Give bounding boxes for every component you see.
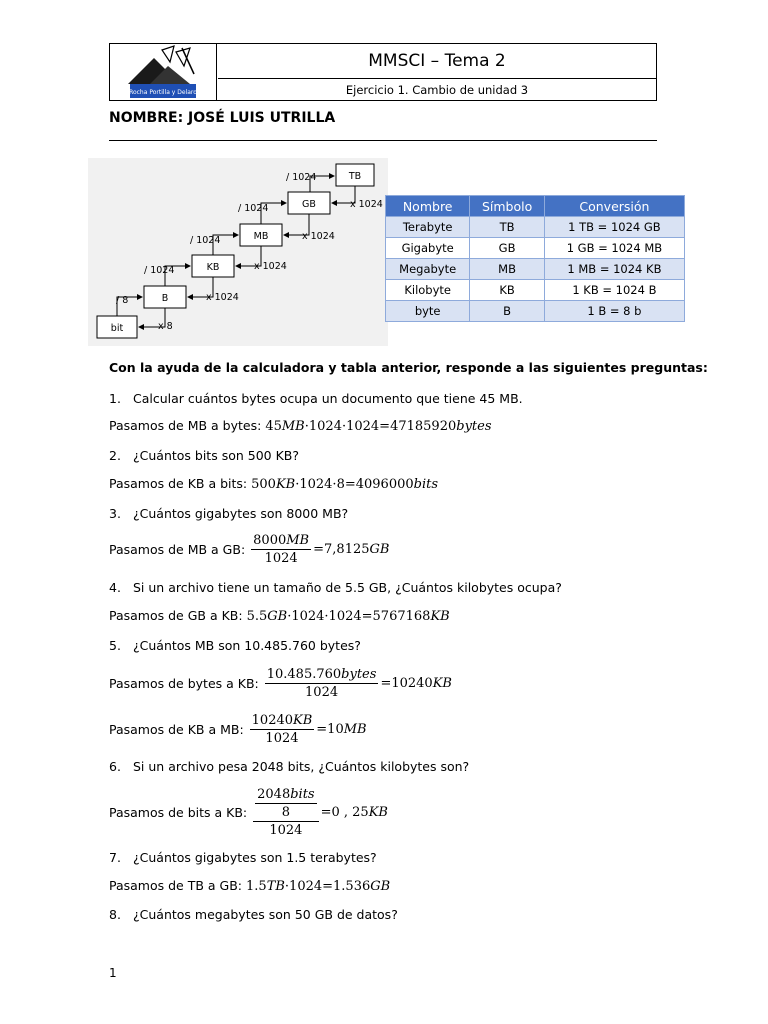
fraction-numerator: 10.485.760 [266, 667, 342, 682]
fraction-denominator: 1024 [264, 551, 298, 566]
formula-part: 5.5 [246, 609, 268, 624]
formula-unit: KB [368, 804, 388, 820]
multiply-label-kb: x 1024 [206, 292, 239, 303]
table-cell: byte [386, 301, 470, 322]
name-underline [109, 140, 657, 141]
formula-result: =10240 [380, 675, 433, 691]
multiply-label-gb: x 1024 [302, 231, 335, 242]
table-cell: Kilobyte [386, 280, 470, 301]
table-header: Nombre [386, 196, 470, 217]
table-cell: TB [470, 217, 545, 238]
formula-unit: KB [293, 713, 313, 728]
table-row [386, 217, 685, 238]
divide-label-kb: / 1024 [144, 265, 175, 276]
fraction-denominator: 8 [281, 805, 290, 820]
fraction-denominator: 1024 [265, 731, 299, 746]
multiply-label-b: x 8 [158, 321, 173, 332]
question-number: 4. [109, 580, 121, 595]
answer-4 [109, 608, 450, 624]
question-text: ¿Cuántos gigabytes son 1.5 terabytes? [133, 850, 377, 865]
answer-label: Pasamos de bytes a KB: [109, 675, 259, 691]
document-subtitle: Ejercicio 1. Cambio de unidad 3 [345, 83, 529, 97]
answer-6 [109, 785, 388, 839]
question-text: Si un archivo pesa 2048 bits, ¿Cuántos kilobytes son? [133, 759, 470, 774]
question-text: Calcular cuántos bytes ocupa un documento que tiene 45 MB. [133, 391, 523, 406]
table-cell: MB [470, 259, 545, 280]
formula-unit: MB [281, 419, 305, 434]
divide-label-gb: / 1024 [238, 203, 269, 214]
formula-unit: KB [430, 609, 450, 624]
unit-label-b: B [161, 293, 169, 304]
formula-unit: TB [266, 879, 285, 894]
formula-unit: bytes [456, 419, 492, 434]
fraction-numerator: 10240 [251, 713, 294, 728]
formula-unit: bits [413, 477, 439, 492]
question-number: 7. [109, 850, 121, 865]
formula-part: 1.5 [246, 879, 267, 894]
table-cell: B [470, 301, 545, 322]
table-cell: Megabyte [386, 259, 470, 280]
formula-part: ·1024·1024=5767168 [287, 609, 431, 624]
student-name: NOMBRE: JOSÉ LUIS UTRILLA [109, 110, 336, 126]
unit-label-gb: GB [302, 199, 316, 210]
formula-unit: GB [370, 879, 391, 894]
logo-text: Rocha Portilla y Delaro [129, 89, 197, 96]
conversion-table [385, 195, 685, 322]
page-number: 1 [109, 966, 117, 980]
table-row [386, 259, 685, 280]
formula-result: =0 , 25 [320, 804, 369, 820]
answer-label: Pasamos de MB a GB: [109, 541, 246, 557]
exercise-intro: Con la ayuda de la calculadora y tabla anterior, responde a las siguientes preguntas: [109, 360, 708, 375]
question-7 [109, 850, 377, 865]
document-header [109, 43, 657, 101]
question-2 [109, 448, 299, 463]
answer-3 [109, 531, 389, 567]
fraction-denominator: 1024 [269, 823, 303, 838]
fraction [265, 665, 379, 701]
formula-unit: GB [267, 609, 288, 624]
question-text: ¿Cuántos megabytes son 50 GB de datos? [133, 907, 398, 922]
question-number: 3. [109, 506, 121, 521]
formula-unit: MB [343, 721, 367, 737]
table-cell: 1 TB = 1024 GB [544, 217, 684, 238]
question-8 [109, 907, 398, 922]
answer-label: Pasamos de TB a GB: [109, 878, 243, 893]
question-1 [109, 391, 523, 406]
table-header: Símbolo [470, 196, 545, 217]
fraction-numerator: 2048 [257, 787, 291, 802]
table-cell: 1 MB = 1024 KB [544, 259, 684, 280]
question-number: 2. [109, 448, 121, 463]
answer-7 [109, 878, 390, 894]
unit-label-tb: TB [348, 171, 362, 182]
table-cell: 1 KB = 1024 B [544, 280, 684, 301]
table-cell: GB [470, 238, 545, 259]
answer-label: Pasamos de GB a KB: [109, 608, 243, 623]
formula-part: ·1024=1.536 [284, 879, 371, 894]
table-cell: Gigabyte [386, 238, 470, 259]
table-cell: 1 B = 8 b [544, 301, 684, 322]
multiply-label-tb: x 1024 [350, 199, 383, 210]
table-cell: Terabyte [386, 217, 470, 238]
divide-label-b: / 8 [116, 295, 129, 306]
question-text: ¿Cuántos bits son 500 KB? [133, 448, 299, 463]
fraction-numerator: 8000 [253, 533, 287, 548]
question-4 [109, 580, 562, 595]
answer-label: Pasamos de KB a MB: [109, 721, 244, 737]
question-number: 5. [109, 638, 121, 653]
question-text: ¿Cuántos MB son 10.485.760 bytes? [133, 638, 361, 653]
formula-part: ·1024·1024=47185920 [304, 419, 457, 434]
answer-1 [109, 418, 492, 434]
formula-unit: MB [286, 533, 310, 548]
answer-label: Pasamos de bits a KB: [109, 804, 248, 820]
answer-5b [109, 711, 367, 747]
formula-part: 500 [251, 477, 276, 492]
unit-label-kb: KB [206, 262, 220, 273]
answer-label: Pasamos de KB a bits: [109, 476, 248, 491]
formula-result: =7,8125 [313, 541, 370, 557]
table-row [386, 301, 685, 322]
formula-unit: KB [432, 675, 452, 691]
fraction [250, 711, 315, 747]
divide-label-mb: / 1024 [190, 235, 221, 246]
formula-part: ·1024·8=4096000 [295, 477, 414, 492]
compound-fraction [253, 785, 318, 839]
answer-label: Pasamos de MB a bytes: [109, 418, 262, 433]
question-5 [109, 638, 361, 653]
fraction-denominator: 1024 [305, 685, 339, 700]
table-header-row [386, 196, 685, 217]
question-6 [109, 759, 469, 774]
unit-conversion-diagram [88, 158, 388, 346]
answer-5a [109, 665, 452, 701]
formula-unit: bits [290, 787, 315, 802]
table-cell: KB [470, 280, 545, 301]
question-number: 1. [109, 391, 121, 406]
question-text: Si un archivo tiene un tamaño de 5.5 GB, ¿Cuántos kilobytes ocupa? [133, 580, 562, 595]
school-logo [110, 44, 217, 100]
question-3 [109, 506, 348, 521]
unit-label-bit: bit [110, 323, 124, 334]
multiply-label-mb: x 1024 [254, 261, 287, 272]
answer-2 [109, 476, 438, 492]
table-row [386, 280, 685, 301]
divide-label-tb: / 1024 [286, 172, 317, 183]
question-number: 6. [109, 759, 121, 774]
question-text: ¿Cuántos gigabytes son 8000 MB? [133, 506, 349, 521]
document-title: MMSCI – Tema 2 [218, 44, 656, 79]
table-header: Conversión [544, 196, 684, 217]
formula-result: =10 [316, 721, 344, 737]
formula-part: 45 [265, 419, 282, 434]
unit-label-mb: MB [253, 231, 269, 242]
formula-unit: bytes [341, 667, 377, 682]
formula-unit: GB [369, 541, 390, 557]
question-number: 8. [109, 907, 121, 922]
formula-unit: KB [275, 477, 296, 492]
table-row [386, 238, 685, 259]
table-cell: 1 GB = 1024 MB [544, 238, 684, 259]
fraction [251, 531, 311, 567]
